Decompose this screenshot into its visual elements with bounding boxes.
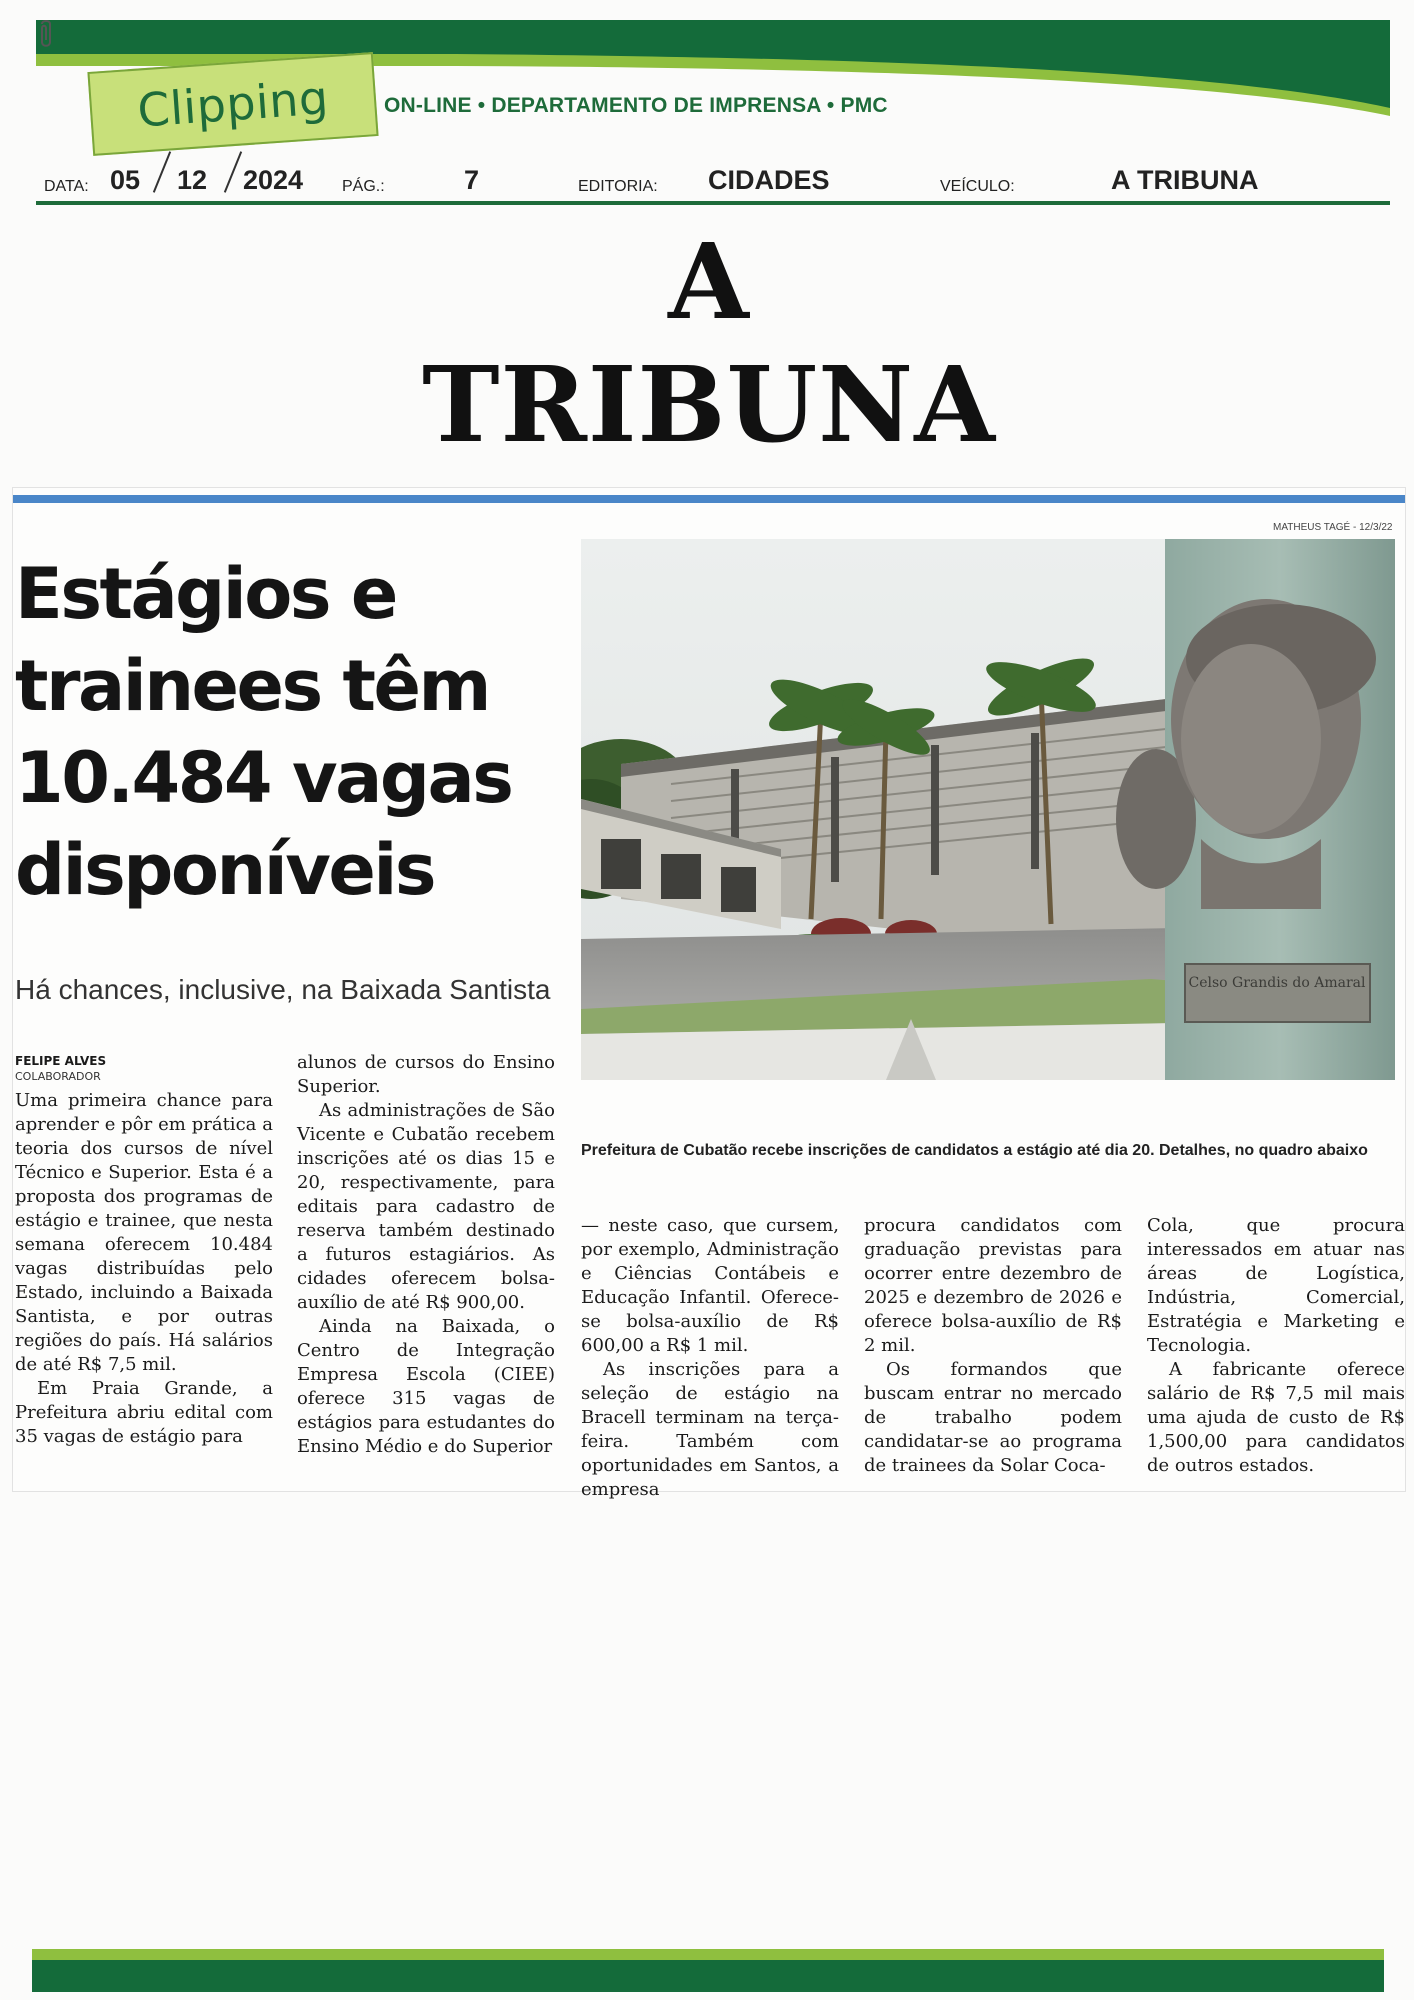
page-number: 7 <box>464 165 480 195</box>
date-year: 2024 <box>243 165 304 195</box>
paragraph: Uma primeira chance para aprender e pôr em prática a teoria dos cursos de nível Técnico e Superior. Esta é a proposta dos programas de estágio e trainee, que nesta semana oferecem 10.484 vagas distribuídas pelo Estado, incluindo a Baixada Santista, e por outras regiões do país. Há salários de até R$ 7,5 mil. <box>15 1090 273 1375</box>
vehicle-label: VEÍCULO: <box>940 178 1015 195</box>
article-subheadline: Há chances, inclusive, na Baixada Santista <box>15 974 551 1005</box>
page-label: PÁG.: <box>342 178 385 195</box>
date-month: 12 <box>177 165 208 195</box>
paragraph: Ainda na Baixada, o Centro de Integração Empresa Escola (CIEE) oferece 315 vagas de estágios para estudantes do Ensino Médio e do Superior <box>297 1316 555 1457</box>
author-role: COLABORADOR <box>15 1070 101 1083</box>
clipping-header <box>36 20 1390 138</box>
article-column-2 <box>297 1051 555 1459</box>
date-day: 05 <box>110 165 141 195</box>
clipping-logo-text: Clipping <box>135 70 331 138</box>
article-headline: Estágios e trainees têm 10.484 vagas disponíveis <box>15 553 512 911</box>
article-photo <box>581 539 1395 1080</box>
article-column-1 <box>15 1053 273 1449</box>
vehicle-value: A TRIBUNA <box>1111 165 1259 195</box>
paragraph: As administrações de São Vicente e Cubatão recebem inscrições até os dias 15 e 20, respectivamente, para editais para cadastro de reserva também destinado a futuros estagiários. As cidades oferecem bolsa-auxílio de até R$ 900,00. <box>297 1100 555 1313</box>
paperclip-icon <box>36 20 62 50</box>
article-column-3 <box>581 1214 839 1502</box>
footer-stripe-light <box>32 1949 1384 1960</box>
header-subtitle: ON-LINE • DEPARTAMENTO DE IMPRENSA • PMC <box>384 94 888 117</box>
clipping-meta <box>44 160 1390 202</box>
date-label: DATA: <box>44 178 89 195</box>
author-name: FELIPE ALVES <box>15 1054 107 1068</box>
section-color-bar <box>13 495 1405 503</box>
footer-stripe-dark <box>32 1960 1384 1992</box>
article-column-4 <box>864 1214 1122 1478</box>
photo-caption: Prefeitura de Cubatão recebe inscrições de candidatos a estágio até dia 20. Detalhes, no quadro abaixo <box>581 1142 1368 1159</box>
meta-divider <box>36 201 1390 205</box>
article-clipping <box>12 487 1406 1500</box>
paragraph: A fabricante oferece salário de R$ 7,5 mil mais uma ajuda de custo de R$ 1,500,00 para candidatos de outros estados. <box>1147 1359 1405 1476</box>
plaque-text: Celso Grandis do Amaral <box>1188 975 1366 991</box>
section-label: EDITORIA: <box>578 178 658 195</box>
photo-credit: MATHEUS TAGÉ - 12/3/22 <box>1273 522 1393 533</box>
paragraph: procura candidatos com graduação previstas para ocorrer entre dezembro de 2025 e dezembro de 2026 e oferece bolsa-auxílio de R$ 2 mil. <box>864 1215 1122 1356</box>
section-value: CIDADES <box>708 165 830 195</box>
paragraph: alunos de cursos do Ensino Superior. <box>297 1052 555 1097</box>
paragraph: Em Praia Grande, a Prefeitura abriu edital com 35 vagas de estágio para <box>15 1378 273 1447</box>
paragraph: Os formandos que buscam entrar no mercado de trabalho podem candidatar-se ao programa de trainees da Solar Coca- <box>864 1359 1122 1476</box>
paragraph: — neste caso, que cursem, por exemplo, Administração e Ciências Contábeis e Educação Infantil. Oferece-se bolsa-auxílio de R$ 600,00 a R$ 1 mil. <box>581 1215 839 1356</box>
newspaper-masthead: A TRIBUNA <box>422 220 996 466</box>
paragraph: Cola, que procura interessados em atuar nas áreas de Logística, Indústria, Comercial, Estratégia e Marketing e Tecnologia. <box>1147 1215 1405 1356</box>
article-column-5 <box>1147 1214 1405 1478</box>
paragraph: As inscrições para a seleção de estágio na Bracell terminam na terça-feira. Também com oportunidades em Santos, a empresa <box>581 1359 839 1500</box>
